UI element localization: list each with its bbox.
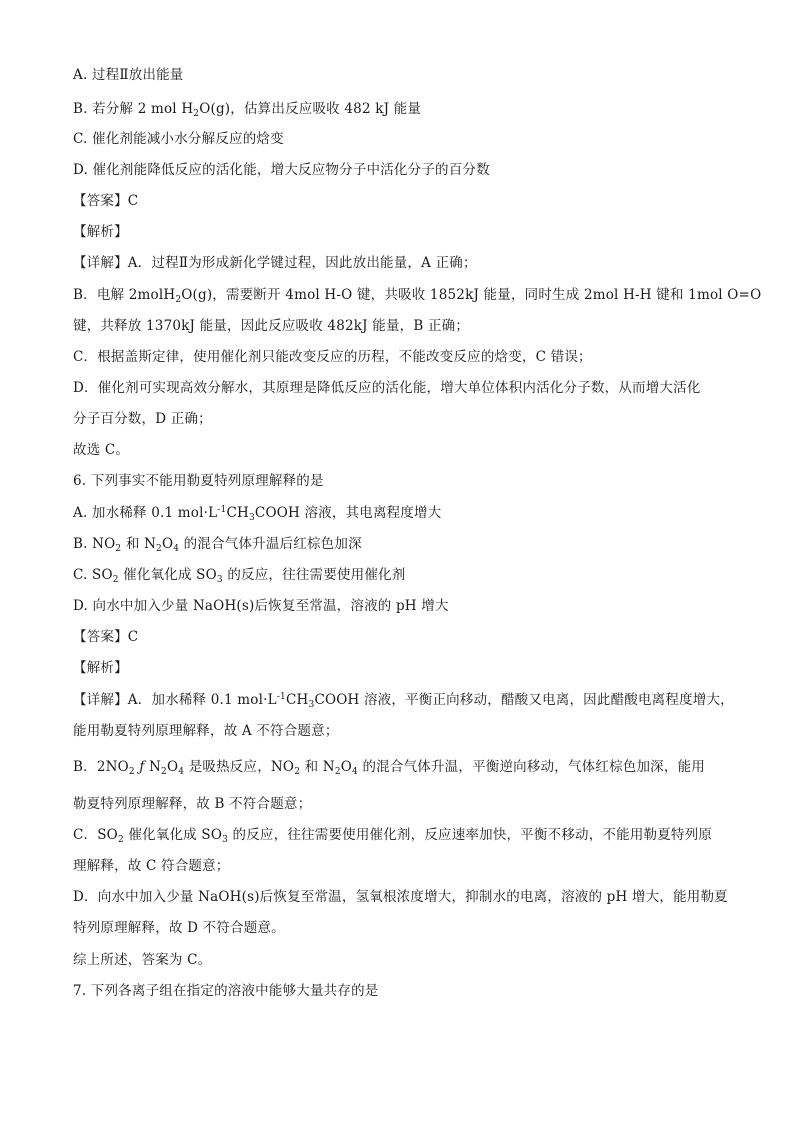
option-b-q6: B. $NO_2$ 和 $N_2O_4$ 的混合气体升温后红棕色加深 <box>73 536 362 554</box>
explanation-c-q6-line1: C．$SO_2$ 催化氧化成 $SO_3$ 的反应，往往需要使用催化剂，反应速率加快，平衡不移动，不能用勒夏特列原 <box>73 827 713 845</box>
explanation-d-q6-line1: D．向水中加入少量 NaOH(s)后恢复至常温，氢氧根浓度增大，抑制水的电离，溶液的 pH 增大，能用勒夏 <box>73 889 728 905</box>
question-7: 7. 下列各离子组在指定的溶液中能够大量共存的是 <box>73 983 379 999</box>
answer-q5: 【答案】C <box>73 193 139 209</box>
analysis-heading-q6: 【解析】 <box>73 660 128 676</box>
explanation-a-q6-line2: 能用勒夏特列原理解释，故 A 不符合题意； <box>73 723 339 739</box>
explanation-d-q5-line1: D．催化剂可实现高效分解水，其原理是降低反应的活化能，增大单位体积内活化分子数，从而增大活化 <box>73 380 701 396</box>
explanation-d-q6-line2: 特列原理解释，故 D 不符合题意。 <box>73 920 285 936</box>
explanation-b-q6-line2: 勒夏特列原理解释，故 B 不符合题意； <box>73 796 312 812</box>
explanation-b-q5-line2: 键，共释放 1370kJ 能量，因此反应吸收 482kJ 能量，B 正确； <box>73 318 470 334</box>
explanation-b-q6-line1: B．$2NO_2$ ƒ $N_2O_4$ 是吸热反应，$NO_2$ 和 $N_2O_4$ 的混合气体升温，平衡逆向移动，气体红棕色加深，能用 <box>73 759 705 777</box>
option-a-q5: A. 过程Ⅱ放出能量 <box>73 67 184 83</box>
option-c-q6: C. $SO_2$ 催化氧化成 $SO_3$ 的反应，往往需要使用催化剂 <box>73 567 406 585</box>
analysis-heading-q5: 【解析】 <box>73 224 128 240</box>
conclusion-q5: 故选 C。 <box>73 442 130 458</box>
conclusion-q6: 综上所述，答案为 C。 <box>73 952 212 968</box>
explanation-b-q5-line1: B．电解 2molH$_2$O(g)，需要断开 4mol H-O 键，共吸收 1852kJ 能量，同时生成 2mol H-H 键和 1mol O=O <box>73 287 762 305</box>
option-d-q5: D. 催化剂能降低反应的活化能，增大反应物分子中活化分子的百分数 <box>73 162 490 178</box>
explanation-c-q5: C．根据盖斯定律，使用催化剂只能改变反应的历程，不能改变反应的焓变，C 错误； <box>73 349 592 365</box>
option-d-q6: D. 向水中加入少量 NaOH(s)后恢复至常温，溶液的 pH 增大 <box>73 598 449 614</box>
answer-q6: 【答案】C <box>73 629 139 645</box>
option-a-q6: A. 加水稀释 0.1 $mol\cdot L^{-1}CH_3COOH$ 溶液，其电离程度增大 <box>73 505 442 523</box>
explanation-a-q6-line1: 【详解】A．加水稀释 0.1 $mol\cdot L^{-1}CH_3COOH$ 溶液，平衡正向移动，醋酸又电离，因此醋酸电离程度增大， <box>73 692 734 710</box>
question-6: 6. 下列事实不能用勒夏特列原理解释的是 <box>73 473 324 489</box>
option-c-q5: C. 催化剂能减小水分解反应的焓变 <box>73 131 284 147</box>
explanation-c-q6-line2: 理解释，故 C 符合题意； <box>73 858 230 874</box>
explanation-a-q5: 【详解】A．过程Ⅱ为形成新化学键过程，因此放出能量，A 正确； <box>73 255 477 271</box>
option-b-q5: B. 若分解 2 mol $H_2O(g)$，估算出反应吸收 482 kJ 能量 <box>73 101 422 119</box>
explanation-d-q5-line2: 分子百分数，D 正确； <box>73 411 212 427</box>
